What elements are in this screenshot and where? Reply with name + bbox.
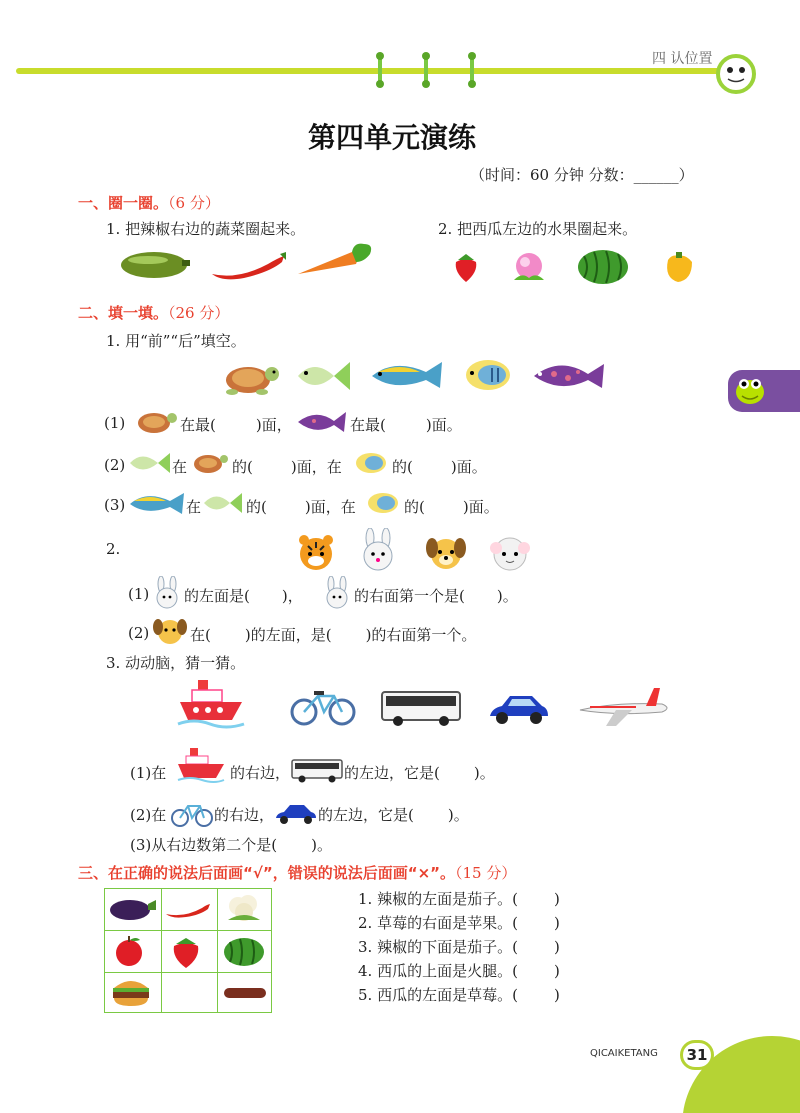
angelfish-icon-small-2	[366, 490, 402, 516]
chili-pepper-icon	[208, 250, 288, 282]
statement-5-text: 5. 西瓜的左面是草莓。(	[358, 986, 518, 1004]
section3-score: （15 分）	[455, 864, 517, 882]
silver-fish-icon-small	[128, 448, 172, 478]
q1-row2-part-a: 在	[172, 458, 188, 476]
q3-row2-part-b: 的左边，它是(	[318, 806, 414, 824]
airplane-icon	[576, 684, 672, 728]
q1-row3-part-a: 在	[186, 498, 202, 516]
purple-fish-icon-small	[296, 406, 348, 436]
exam-info: （时间：60 分钟 分数：______）	[470, 166, 694, 184]
watermelon-icon-small	[222, 936, 266, 968]
section2-q2-title: 2.	[106, 540, 121, 558]
rabbit-icon-small	[152, 576, 182, 610]
q3-row2-part-a: 的右边，	[214, 806, 275, 824]
dorado-fish-icon-small	[128, 490, 186, 516]
section3-heading	[78, 862, 516, 883]
q1-row2-part-b: 的(	[232, 458, 253, 476]
hamburger-icon	[110, 974, 152, 1008]
section3-heading-text: 三、在正确的说法后面画“√”，错误的说法后面画“×”。	[78, 864, 456, 882]
strawberry-icon	[452, 250, 480, 284]
page-number: 31	[686, 1046, 708, 1064]
bicycle-icon-small	[170, 800, 214, 828]
strawberry-icon-small	[170, 934, 202, 970]
statement-3	[358, 936, 560, 960]
q1-row2-text	[232, 456, 342, 477]
q3-row1-number: (1)在	[130, 764, 167, 782]
statement-3-text: 3. 辣椒的下面是茄子。(	[358, 938, 518, 956]
rabbit-icon	[358, 528, 398, 572]
ship-icon	[176, 676, 246, 730]
q1-row1-part-a: 在最(	[180, 416, 216, 434]
q3-row1-part-b: 的左边，它是(	[344, 764, 440, 782]
q1-row1	[104, 414, 125, 432]
cauliflower-icon	[224, 892, 264, 926]
section1-score: （6 分）	[168, 194, 220, 212]
car-icon-small	[274, 802, 318, 826]
bus-icon	[380, 690, 462, 728]
q2-row1-part-c: 的右面第一个是(	[354, 587, 465, 605]
dorado-fish-icon	[370, 358, 446, 392]
turtle-icon-small-2	[190, 450, 230, 476]
statement-1	[358, 888, 560, 912]
q3-row1-text	[344, 762, 495, 783]
frog-icon	[732, 372, 768, 408]
dog-icon-small	[152, 616, 188, 646]
q1-row1-part-b: )面，	[255, 416, 292, 434]
section1-q2: 2. 把西瓜左边的水果圈起来。	[438, 220, 638, 238]
statement-3-close: )	[553, 938, 560, 956]
unit-label: 四 认位置	[652, 51, 713, 67]
sausage-icon	[222, 984, 268, 1002]
turtle-icon	[218, 360, 282, 396]
rabbit-icon-small-2	[322, 576, 352, 610]
q1-row1-part-d: )面。	[425, 416, 462, 434]
frog-badge-icon	[714, 52, 758, 96]
statement-2-close: )	[553, 914, 560, 932]
publisher-label: QICAIKETANG	[590, 1048, 658, 1059]
bus-icon-small	[290, 758, 344, 784]
q2-row2-part-a: 在(	[190, 626, 211, 644]
q2-row1-part-b: )，	[281, 587, 303, 605]
car-icon	[488, 692, 550, 726]
statement-4-close: )	[553, 962, 560, 980]
header-ring-decoration	[370, 50, 485, 90]
statement-list	[358, 888, 560, 1008]
q1-row3-part-d: 的(	[404, 498, 425, 516]
q3-row1-part-c: )。	[473, 764, 495, 782]
green-pepper-icon	[118, 248, 190, 282]
statement-5	[358, 984, 560, 1008]
section1-q1: 1. 把辣椒右边的蔬菜圈起来。	[106, 220, 306, 238]
q1-row2-part-d: 的(	[392, 458, 413, 476]
statement-1-text: 1. 辣椒的左面是茄子。(	[358, 890, 518, 908]
q1-row3-part-e: )面。	[462, 498, 499, 516]
silver-fish-icon	[294, 356, 352, 396]
q1-row2-text2	[392, 456, 487, 477]
q1-row1-text2	[350, 414, 462, 435]
watermelon-icon	[576, 248, 630, 286]
q2-row1-text	[184, 585, 303, 606]
statement-1-close: )	[553, 890, 560, 908]
angelfish-icon	[462, 356, 518, 394]
turtle-icon-small	[132, 408, 178, 436]
q2-row2-number: (2)	[128, 624, 150, 642]
statement-5-close: )	[553, 986, 560, 1004]
q2-row2-part-c: )的右面第一个。	[365, 626, 477, 644]
q3-row3-text: (3)从右边数第二个是(	[130, 836, 278, 854]
q1-row3-text	[246, 496, 356, 517]
bicycle-icon	[290, 686, 356, 728]
silver-fish-icon-small-2	[202, 488, 244, 518]
section2-heading	[78, 302, 229, 323]
q1-row2-part-c: )面，在	[290, 458, 342, 476]
section1-heading	[78, 192, 220, 213]
sheep-icon	[488, 534, 532, 572]
dog-icon	[424, 534, 468, 572]
q3-row2-text	[318, 804, 469, 825]
q3-row2-part-c: )。	[447, 806, 469, 824]
statement-2	[358, 912, 560, 936]
ship-icon-small	[176, 746, 226, 784]
q2-row1-number: (1)	[128, 585, 150, 603]
statement-2-text: 2. 草莓的右面是苹果。(	[358, 914, 518, 932]
apple-icon	[112, 934, 146, 968]
carrot-icon	[294, 240, 376, 280]
section2-q3-title: 3. 动动脑，猜一猜。	[106, 654, 246, 672]
tiger-icon	[294, 534, 338, 572]
section2-q1-title: 1. 用“前”“后”填空。	[106, 332, 246, 350]
q2-row2-part-b: )的左面，是(	[244, 626, 332, 644]
q3-row3-end: )。	[311, 836, 332, 854]
q3-row3	[130, 834, 332, 855]
peach-icon	[510, 250, 548, 286]
statement-4	[358, 960, 560, 984]
page-number-badge	[680, 1040, 714, 1070]
section2-score: （26 分）	[168, 304, 230, 322]
q2-row1-part-a: 的左面是(	[184, 587, 250, 605]
q1-row3-text2	[404, 496, 499, 517]
q3-row2-number: (2)在	[130, 806, 167, 824]
q3-row1-part-a: 的右边，	[230, 764, 291, 782]
q2-row1-part-d: )。	[496, 587, 518, 605]
chili-pepper-icon-small	[164, 900, 212, 920]
q1-row2-part-e: )面。	[450, 458, 487, 476]
q1-row1-part-c: 在最(	[350, 416, 386, 434]
statement-4-text: 4. 西瓜的上面是火腿。(	[358, 962, 518, 980]
angelfish-icon-small	[354, 450, 390, 476]
section1-heading-text: 一、圈一圈。	[78, 194, 169, 212]
q1-row1-text	[180, 414, 292, 435]
yellow-pepper-icon	[662, 250, 696, 284]
q1-row1-number: (1)	[104, 414, 126, 432]
purple-fish-icon	[530, 354, 606, 394]
section2-heading-text: 二、填一填。	[78, 304, 169, 322]
q1-row3-part-c: )面，在	[304, 498, 356, 516]
page-title: 第四单元演练	[308, 121, 477, 154]
q1-row3-number: (3)	[104, 496, 126, 514]
q1-row3-part-b: 的(	[246, 498, 267, 516]
q2-row1-text2	[354, 585, 518, 606]
q2-row2-text	[190, 624, 476, 645]
q1-row2-number: (2)	[104, 456, 126, 474]
eggplant-icon	[108, 896, 158, 924]
